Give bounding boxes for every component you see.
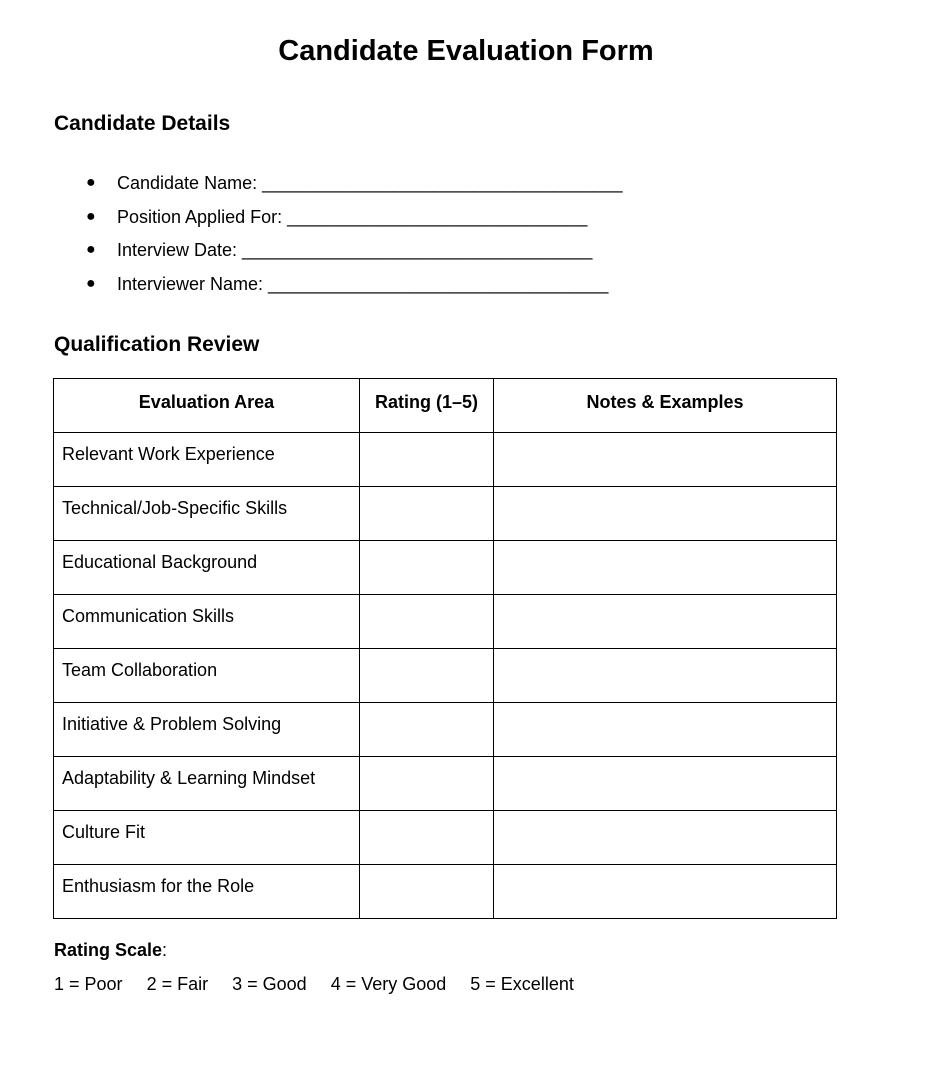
bullet-icon: ●	[86, 241, 96, 259]
rating-cell[interactable]	[360, 487, 494, 541]
table-row	[54, 865, 837, 919]
evaluation-area-cell: Initiative & Problem Solving	[54, 703, 360, 757]
evaluation-area-cell: Communication Skills	[54, 595, 360, 649]
notes-cell[interactable]	[494, 703, 837, 757]
column-header-rating: Rating (1–5)	[360, 379, 494, 433]
notes-cell[interactable]	[494, 487, 837, 541]
column-header-evaluation-area: Evaluation Area	[54, 379, 360, 433]
candidate-details-heading: Candidate Details	[54, 112, 231, 135]
notes-cell[interactable]	[494, 757, 837, 811]
interview-date-field[interactable]: Interview Date: ___________________________________	[117, 240, 593, 261]
bullet-icon: ●	[86, 174, 96, 191]
rating-scale-colon: :	[162, 940, 168, 960]
position-applied-field[interactable]: Position Applied For: ______________________________	[117, 206, 588, 227]
bullet-icon: ●	[86, 207, 96, 225]
page-title: Candidate Evaluation Form	[278, 35, 654, 67]
evaluation-area-cell: Culture Fit	[54, 811, 360, 865]
evaluation-area-cell: Educational Background	[54, 541, 360, 595]
rating-scale-title: Rating Scale	[54, 940, 163, 960]
rating-cell[interactable]	[360, 757, 494, 811]
table-row	[54, 433, 837, 487]
rating-cell[interactable]	[360, 865, 494, 919]
notes-cell[interactable]	[494, 649, 837, 703]
evaluation-area-cell: Relevant Work Experience	[54, 433, 360, 487]
scale-value-3: 3 = Good	[232, 974, 307, 994]
evaluation-area-cell: Adaptability & Learning Mindset	[54, 757, 360, 811]
rating-cell[interactable]	[360, 703, 494, 757]
rating-cell[interactable]	[360, 811, 494, 865]
table-row	[54, 541, 837, 595]
scale-value-4: 4 = Very Good	[330, 974, 447, 994]
table-row	[54, 649, 837, 703]
candidate-name-field[interactable]: Candidate Name: ____________________________________	[117, 173, 623, 193]
bullet-icon: ●	[86, 275, 96, 293]
rating-scale-values	[54, 972, 574, 996]
column-header-notes: Notes & Examples	[494, 379, 837, 433]
table-row	[54, 487, 837, 541]
rating-cell[interactable]	[360, 433, 494, 487]
rating-cell[interactable]	[360, 649, 494, 703]
qualification-review-heading: Qualification Review	[54, 333, 260, 356]
rating-scale-label	[54, 938, 167, 962]
table-header-row	[54, 379, 837, 433]
notes-cell[interactable]	[494, 541, 837, 595]
rating-cell[interactable]	[360, 595, 494, 649]
notes-cell[interactable]	[494, 811, 837, 865]
table-row	[54, 811, 837, 865]
rating-cell[interactable]	[360, 541, 494, 595]
scale-value-5: 5 = Excellent	[470, 974, 574, 994]
scale-value-1: 1 = Poor	[54, 974, 123, 994]
table-row	[54, 595, 837, 649]
evaluation-table	[53, 378, 837, 919]
evaluation-area-cell: Technical/Job-Specific Skills	[54, 487, 360, 541]
notes-cell[interactable]	[494, 865, 837, 919]
table-row	[54, 703, 837, 757]
notes-cell[interactable]	[494, 433, 837, 487]
scale-value-2: 2 = Fair	[146, 974, 209, 994]
interviewer-name-field[interactable]: Interviewer Name: __________________________________	[117, 274, 609, 295]
evaluation-area-cell: Enthusiasm for the Role	[54, 865, 360, 919]
evaluation-area-cell: Team Collaboration	[54, 649, 360, 703]
notes-cell[interactable]	[494, 595, 837, 649]
table-row	[54, 757, 837, 811]
